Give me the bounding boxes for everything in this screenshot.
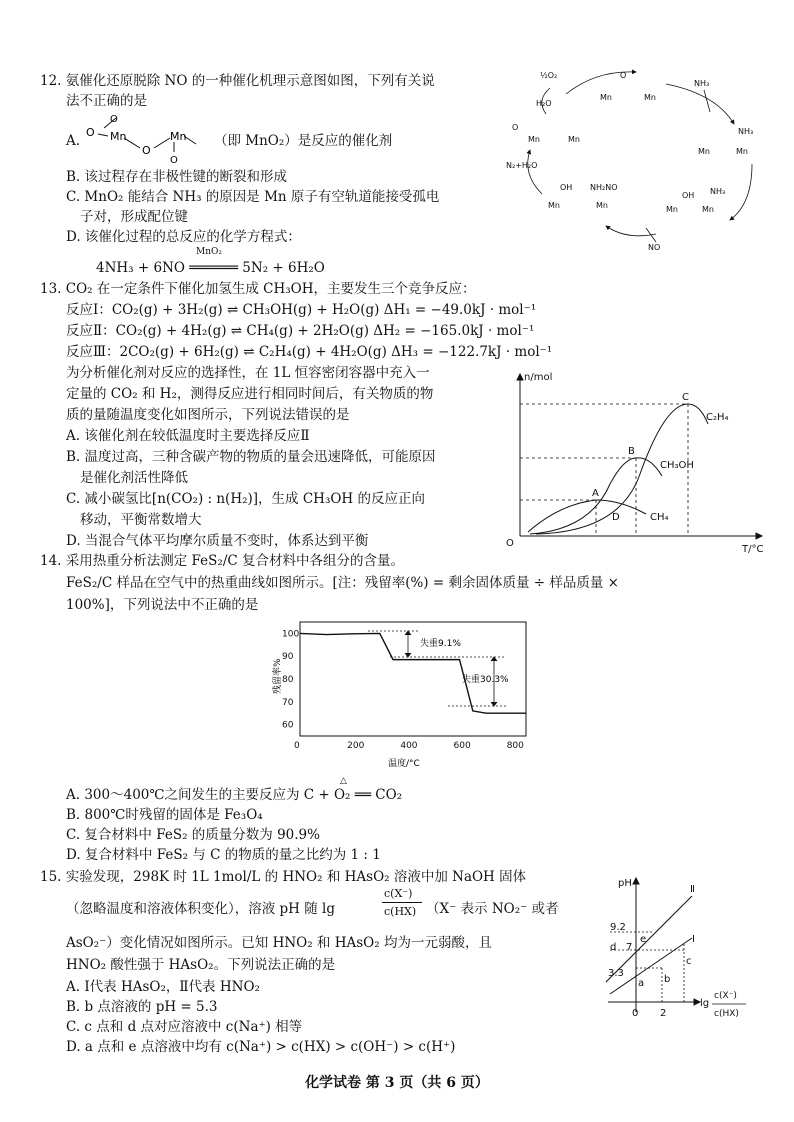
svg-text:0: 0: [632, 1008, 639, 1019]
page-footer: 化学试卷 第 3 页（共 6 页）: [305, 1075, 489, 1091]
svg-text:OH: OH: [682, 191, 695, 200]
q13-option-c-2: 移动，平衡常数增大: [80, 512, 202, 528]
q13-setup-3: 质的量随温度变化如图所示，下列说法错误的是: [66, 407, 350, 423]
svg-text:Mn: Mn: [596, 201, 608, 210]
svg-text:Mn: Mn: [568, 135, 580, 144]
q14-option-b: B. 800℃时残留的固体是 Fe₃O₄: [66, 807, 263, 823]
q12-option-d: D. 该催化过程的总反应的化学方程式：: [66, 229, 301, 245]
q12-stem-1: 12. 氨催化还原脱除 NO 的一种催化机理示意图如图，下列有关说: [40, 73, 435, 89]
q14-option-d: D. 复合材料中 FeS₂ 与 C 的物质的量之比约为 1 : 1: [66, 847, 381, 863]
q14-stem-2: FeS₂/C 样品在空气中的热重曲线如图所示。[注：残留率(%) = 剩余固体质量 ÷ 样品质量 ×: [66, 575, 619, 591]
q13-product-temperature-graph: [500, 364, 770, 556]
tga-xlabel: 温度/°C: [388, 759, 420, 769]
q15-frac-num: c(X⁻): [384, 887, 413, 900]
ph-label: pH: [618, 878, 632, 889]
q15-option-d: D. a 点和 e 点溶液中均有 c(Na⁺) > c(HX) > c(OH⁻) > c(H⁺): [66, 1039, 456, 1055]
tga-xtick-label: 400: [400, 741, 418, 751]
q12-stem-2: 法不正确的是: [66, 93, 147, 109]
svg-text:Mn: Mn: [644, 93, 656, 102]
svg-text:O: O: [86, 126, 95, 139]
svg-text:O: O: [512, 123, 519, 132]
c2h4-label: C₂H₄: [706, 412, 729, 423]
q15-stem-3: AsO₂⁻）变化情况如图所示。已知 HNO₂ 和 HAsO₂ 均为一元弱酸，且: [66, 935, 492, 951]
svg-text:O: O: [110, 114, 118, 125]
q13-option-a: A. 该催化剂在较低温度时主要选择反应Ⅱ: [66, 428, 310, 444]
q14-option-a-condition: △: [340, 776, 347, 786]
tga-xtick-label: 800: [506, 741, 524, 751]
q15-option-b: B. b 点溶液的 pH = 5.3: [66, 999, 218, 1015]
q15-stem-2a: （忽略温度和溶液体积变化），溶液 pH 随 lg: [66, 901, 335, 917]
svg-text:c(X⁻): c(X⁻): [714, 991, 737, 1001]
nh3-label-top: NH₃: [694, 79, 710, 88]
origin-label: O: [506, 538, 514, 549]
svg-text:e: e: [640, 934, 647, 945]
q12-option-a: （即 MnO₂）是反应的催化剂: [214, 133, 393, 149]
half-o2-label: ½O₂: [540, 71, 558, 80]
svg-text:NH₃: NH₃: [710, 187, 726, 196]
q13-reaction-1: 反应Ⅰ：CO₂(g) + 3H₂(g) ⇌ CH₃OH(g) + H₂O(g) ΔH₁ = −49.0kJ · mol⁻¹: [66, 302, 537, 318]
tga-xtick-label: 600: [453, 741, 471, 751]
q12-equation: 4NH₃ + 6NO ══════ 5N₂ + 6H₂O: [96, 260, 325, 276]
catalysis-mechanism-diagram: [506, 64, 770, 256]
svg-text:c(HX): c(HX): [714, 1009, 739, 1019]
q13-setup-2: 定量的 CO₂ 和 H₂，测得反应进行相同时间后，有关物质的物: [66, 386, 434, 402]
svg-text:2: 2: [660, 1008, 667, 1019]
tga-thermogravimetric-chart: [258, 618, 538, 772]
no-label: NO: [648, 243, 661, 252]
svg-text:O: O: [620, 71, 627, 80]
svg-text:B: B: [628, 446, 635, 457]
ch4-label: CH₄: [650, 512, 669, 523]
nh3-label-right: NH₃: [738, 127, 754, 136]
n2-h2o-label: N₂+H₂O: [506, 161, 538, 170]
q13-option-b-2: 是催化剂活性降低: [80, 470, 188, 486]
loss-9-1-label: 失重9.1%: [420, 639, 461, 649]
tga-ytick-label: 90: [282, 652, 294, 663]
svg-text:Mn: Mn: [548, 201, 560, 210]
q15-option-c: C. c 点和 d 点对应溶液中 c(Na⁺) 相等: [66, 1019, 303, 1035]
loss-30-3-label: 失重30.3%: [462, 675, 509, 685]
line-ii-label: Ⅱ: [690, 884, 695, 895]
svg-text:D: D: [612, 512, 620, 523]
q14-option-c: C. 复合材料中 FeS₂ 的质量分数为 90.9%: [66, 827, 320, 843]
q12-option-c-1: C. MnO₂ 能结合 NH₃ 的原因是 Mn 原子有空轨道能接受孤电: [66, 189, 440, 205]
svg-text:O: O: [142, 144, 151, 157]
q12-option-b: B. 该过程存在非极性键的断裂和形成: [66, 169, 288, 185]
n-mol-label: n/mol: [524, 372, 553, 383]
mno2-structure-icon: [84, 110, 210, 165]
tga-ylabel: 残留率%: [273, 658, 283, 694]
tga-ytick-label: 80: [282, 675, 294, 685]
svg-text:b: b: [664, 974, 671, 985]
q13-option-c-1: C. 减小碳氢比[n(CO₂) : n(H₂)]，生成 CH₃OH 的反应正向: [66, 491, 425, 507]
svg-text:C: C: [682, 392, 689, 403]
svg-text:Mn: Mn: [528, 135, 540, 144]
svg-text:A: A: [592, 488, 599, 499]
svg-text:a: a: [638, 978, 645, 989]
q13-reaction-3: 反应Ⅲ：2CO₂(g) + 6H₂(g) ⇌ C₂H₄(g) + 4H₂O(g) ΔH₃ = −122.7kJ · mol⁻¹: [66, 344, 553, 360]
q14-stem-3: 100%]，下列说法中不正确的是: [66, 597, 259, 613]
tga-ytick-label: 100: [282, 629, 300, 640]
svg-text:Mn: Mn: [698, 147, 710, 156]
q13-option-b-1: B. 温度过高，三种含碳产物的物质的量会迅速降低，可能原因: [66, 449, 436, 465]
svg-text:O: O: [170, 155, 178, 165]
svg-text:OH: OH: [560, 183, 573, 192]
q15-stem-1: 15. 实验发现，298K 时 1L 1mol/L 的 HNO₂ 和 HAsO₂ 溶液中加 NaOH 固体: [40, 869, 527, 885]
svg-text:7: 7: [626, 942, 633, 953]
svg-text:Mn: Mn: [702, 205, 714, 214]
t-label: T/°C: [742, 544, 764, 555]
tga-curve: [300, 633, 526, 713]
svg-text:Mn: Mn: [666, 205, 678, 214]
svg-text:Mn: Mn: [170, 130, 187, 143]
q12-option-a-label: A.: [66, 133, 81, 149]
line-i-label: Ⅰ: [692, 934, 695, 945]
ch3oh-label: CH₃OH: [660, 460, 694, 471]
q12-eq-condition: MnO₂: [196, 247, 222, 257]
q15-option-a: A. Ⅰ代表 HAsO₂，Ⅱ代表 HNO₂: [66, 979, 260, 995]
q14-stem-1: 14. 采用热重分析法测定 FeS₂/C 复合材料中各组分的含量。: [40, 553, 404, 569]
h2o-label-top: H₂O: [536, 99, 552, 108]
nhno-label: NH₂NO: [590, 183, 618, 192]
svg-text:9.2: 9.2: [610, 922, 626, 933]
svg-text:d: d: [610, 942, 617, 953]
q15-stem-4: HNO₂ 酸性强于 HAsO₂。下列说法正确的是: [66, 957, 336, 973]
tga-ytick-label: 70: [282, 697, 294, 708]
q15-stem-2b: （X⁻ 表示 NO₂⁻ 或者: [426, 901, 559, 917]
tga-xtick-label: 200: [347, 741, 365, 751]
q13-reaction-2: 反应Ⅱ：CO₂(g) + 4H₂(g) ⇌ CH₄(g) + 2H₂O(g) ΔH₂ = −165.0kJ · mol⁻¹: [66, 323, 535, 339]
tga-xtick-label: 0: [294, 741, 300, 751]
svg-text:c: c: [686, 956, 692, 967]
svg-text:Mn: Mn: [736, 147, 748, 156]
q13-option-d: D. 当混合气体平均摩尔质量不变时，体系达到平衡: [66, 533, 369, 549]
tga-ytick-label: 60: [282, 720, 294, 731]
q13-stem-1: 13. CO₂ 在一定条件下催化加氢生成 CH₃OH，主要发生三个竞争反应：: [40, 281, 476, 297]
svg-text:Mn: Mn: [600, 93, 612, 102]
q15-ph-lg-graph: [596, 872, 782, 1020]
svg-text:Mn: Mn: [110, 130, 127, 143]
svg-text:3.3: 3.3: [608, 968, 624, 979]
q12-option-c-2: 子对，形成配位键: [80, 209, 188, 225]
svg-text:lg: lg: [700, 998, 710, 1009]
q14-option-a: A. 300～400℃之间发生的主要反应为 C + O₂ ══ CO₂: [66, 787, 403, 803]
q15-frac-den: c(HX): [384, 905, 417, 918]
q13-setup-1: 为分析催化剂对反应的选择性，在 1L 恒容密闭容器中充入一: [66, 365, 430, 381]
